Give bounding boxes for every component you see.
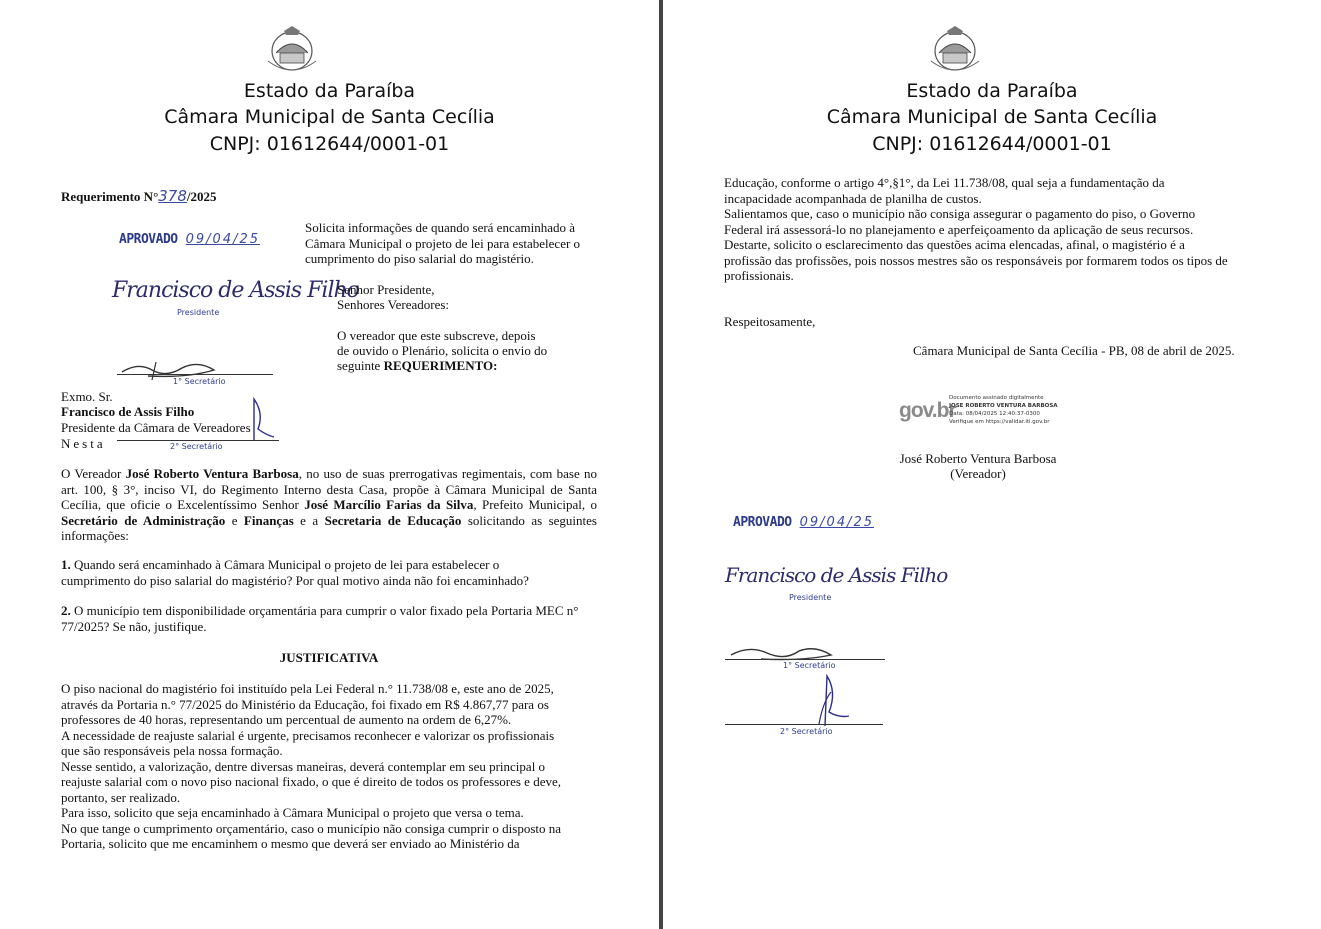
govbr-info-line-1: Documento assinado digitalmente (949, 395, 1044, 401)
secretary1-line (117, 374, 273, 375)
continuation-paragraph-1: Educação, conforme o artigo 4°,§1°, da Lei 11.738/08, qual seja a fundamentação da incapacidade acompanhada de planilha de custos. (724, 175, 1165, 206)
body-text-k: solicitando as seguintes informações: (61, 512, 597, 543)
request-number-prefix: Requerimento N° (61, 189, 159, 204)
justification-title: JUSTIFICATIVA (279, 650, 379, 665)
intro-line-1: O vereador que este subscreve, depois (337, 328, 536, 343)
question-1-text: Quando será encaminhado à Câmara Municipal o projeto de lei para estabelecer o cumprimento do piso salarial do magistério? Por qual motivo ainda não foi encaminhado? (61, 557, 529, 588)
justification-paragraph-5: No que tange o cumprimento orçamentário, caso o município não consiga cumprir o disposto na Portaria, solicito que me encaminhem o mesmo que deverá ser enviado ao Ministério da (61, 820, 562, 851)
request-body (61, 466, 597, 544)
justification-text (61, 681, 573, 852)
coat-of-arms-seal (262, 23, 322, 77)
body-secretary-admin: Secretário de Administração (61, 512, 226, 528)
govbr-signer: JOSE ROBERTO VENTURA BARBOSA (949, 403, 1058, 409)
secretary1-label: 1° Secretário (173, 377, 226, 386)
approved-stamp (119, 230, 260, 248)
coat-of-arms-seal (925, 23, 985, 77)
approved-stamp-date: 09/04/25 (799, 515, 875, 530)
body-text-a: O Vereador (61, 466, 126, 481)
header-chamber: Câmara Municipal de Santa Cecília (164, 106, 495, 128)
address-local: Nesta (61, 436, 106, 451)
secretary2-label: 2° Secretário (170, 442, 223, 451)
intro-line-2: de ouvido o Plenário, solicita o envio do (337, 343, 548, 358)
body-prefeito-name: José Marcílio Farias da Silva (304, 497, 474, 512)
justification-paragraph-1: O piso nacional do magistério foi instituído pela Lei Federal n.° 11.738/08 e, este ano de 2025, através da Portaria n.° 77/2025 do Ministério da Educação, foi fixado em R$ 4.867,77 para os professores de 40 horas, representando um percentual de aumento na ordem de 6,27%. (61, 681, 554, 727)
approved-stamp (733, 513, 874, 531)
body-finance: Finanças (243, 512, 294, 528)
address-name: Francisco de Assis Filho (61, 404, 195, 419)
secretary2-signature (809, 672, 859, 730)
secretary1-line (725, 659, 885, 660)
place-and-date: Câmara Municipal de Santa Cecília - PB, 08 de abril de 2025. (913, 343, 1235, 358)
body-text-c: , no uso de suas prerrogativas regimentais, com base no art. 100, § 3°, inciso VI, do Regimento Interno desta Casa, propõe à Câmara Municipal de Santa Cecília, que oficie o Excelentíssimo Senhor (61, 466, 597, 512)
continuation-text (724, 175, 1229, 284)
body-text-e: , Prefeito Municipal, o (473, 497, 598, 512)
continuation-paragraph-3: Destarte, solicito o esclarecimento das questões acima elencadas, afinal, o magistério é a profissão das profissões, pois nossos mestres são os responsáveis por formarem todos os tipos de profissionais. (724, 237, 1228, 283)
govbr-verify: Verifique em https://validar.iti.gov.br (949, 419, 1050, 425)
president-label: Presidente (789, 593, 832, 602)
justification-paragraph-4: Para isso, solicito que seja encaminhado à Câmara Municipal o projeto que versa o tema. (61, 805, 524, 820)
signer-name: José Roberto Ventura Barbosa (899, 451, 1057, 466)
request-number-line (61, 189, 217, 205)
govbr-date: Data: 08/04/2025 12:40:37-0300 (949, 411, 1040, 417)
approved-stamp-label: APROVADO (119, 232, 178, 247)
secretary2-label: 2° Secretário (780, 727, 833, 736)
president-signature: Francisco de Assis Filho (725, 563, 948, 587)
question-1-number: 1. (61, 557, 71, 572)
question-2 (61, 603, 591, 634)
request-summary: Solicita informações de quando será encaminhado à Câmara Municipal o projeto de lei para estabelecer o cumprimento do piso salarial do magistério. (305, 220, 581, 266)
closing-salutation: Respeitosamente, (724, 314, 816, 329)
header-cnpj: CNPJ: 01612644/0001-01 (209, 133, 450, 155)
request-number-suffix: /2025 (186, 189, 217, 204)
header-state: Estado da Paraíba (243, 80, 416, 102)
question-2-text: O município tem disponibilidade orçamentária para cumprir o valor fixado pela Portaria MEC n° 77/2025? Se não, justifique. (61, 603, 579, 634)
greeting-president: Senhor Presidente, (337, 282, 435, 297)
secretary2-signature (240, 393, 282, 445)
address-title: Exmo. Sr. (61, 389, 113, 404)
intro-line-3-bold: REQUERIMENTO: (383, 358, 498, 373)
justification-paragraph-3: Nesse sentido, a valorização, dentre diversas maneiras, deverá contemplar em seu principal o reajuste salarial com o novo piso nacional fixado, o que é direito de todos os professores e deve, portanto, ser realizado. (61, 758, 561, 805)
address-position: Presidente da Câmara de Vereadores (61, 420, 251, 435)
question-2-number: 2. (61, 603, 71, 618)
govbr-logo: gov.br (899, 399, 956, 422)
greeting-councilors: Senhores Vereadores: (337, 297, 450, 312)
approved-stamp-date: 09/04/25 (185, 232, 261, 247)
president-signature: Francisco de Assis Filho (112, 278, 359, 303)
document-page-left (0, 0, 659, 929)
secretary2-line (117, 440, 279, 441)
secretary2-line (725, 724, 883, 725)
govbr-digital-signature (899, 393, 1099, 433)
president-label: Presidente (177, 308, 220, 317)
body-secretary-education: Secretaria de Educação (324, 512, 462, 528)
header-chamber: Câmara Municipal de Santa Cecília (826, 106, 1158, 128)
body-text-g: e (225, 512, 244, 528)
justification-paragraph-2: A necessidade de reajuste salarial é urgente, precisamos reconhecer e valorizar os profissionais que são responsáveis pela nossa formação. (61, 727, 555, 758)
intro-line-3-text: seguinte (337, 358, 384, 373)
signer-role: (Vereador) (950, 466, 1006, 481)
secretary1-label: 1° Secretário (783, 661, 836, 670)
body-text-i: e a (293, 512, 325, 528)
continuation-paragraph-2: Salientamos que, caso o município não consiga assegurar o pagamento do piso, o Governo Federal irá assessorá-lo no planejamento e aperfeiçoamento da aplicação de seus recursos. (724, 206, 1196, 237)
approved-stamp-label: APROVADO (733, 515, 792, 530)
intro-line-3 (337, 358, 497, 374)
question-1 (61, 557, 561, 588)
govbr-info (949, 394, 1058, 426)
body-vereador-name: José Roberto Ventura Barbosa (125, 466, 299, 481)
request-number-handwritten: 378 (158, 187, 187, 205)
header-cnpj: CNPJ: 01612644/0001-01 (872, 133, 1112, 155)
document-page-right (663, 0, 1321, 929)
header-state: Estado da Paraíba (906, 80, 1078, 102)
